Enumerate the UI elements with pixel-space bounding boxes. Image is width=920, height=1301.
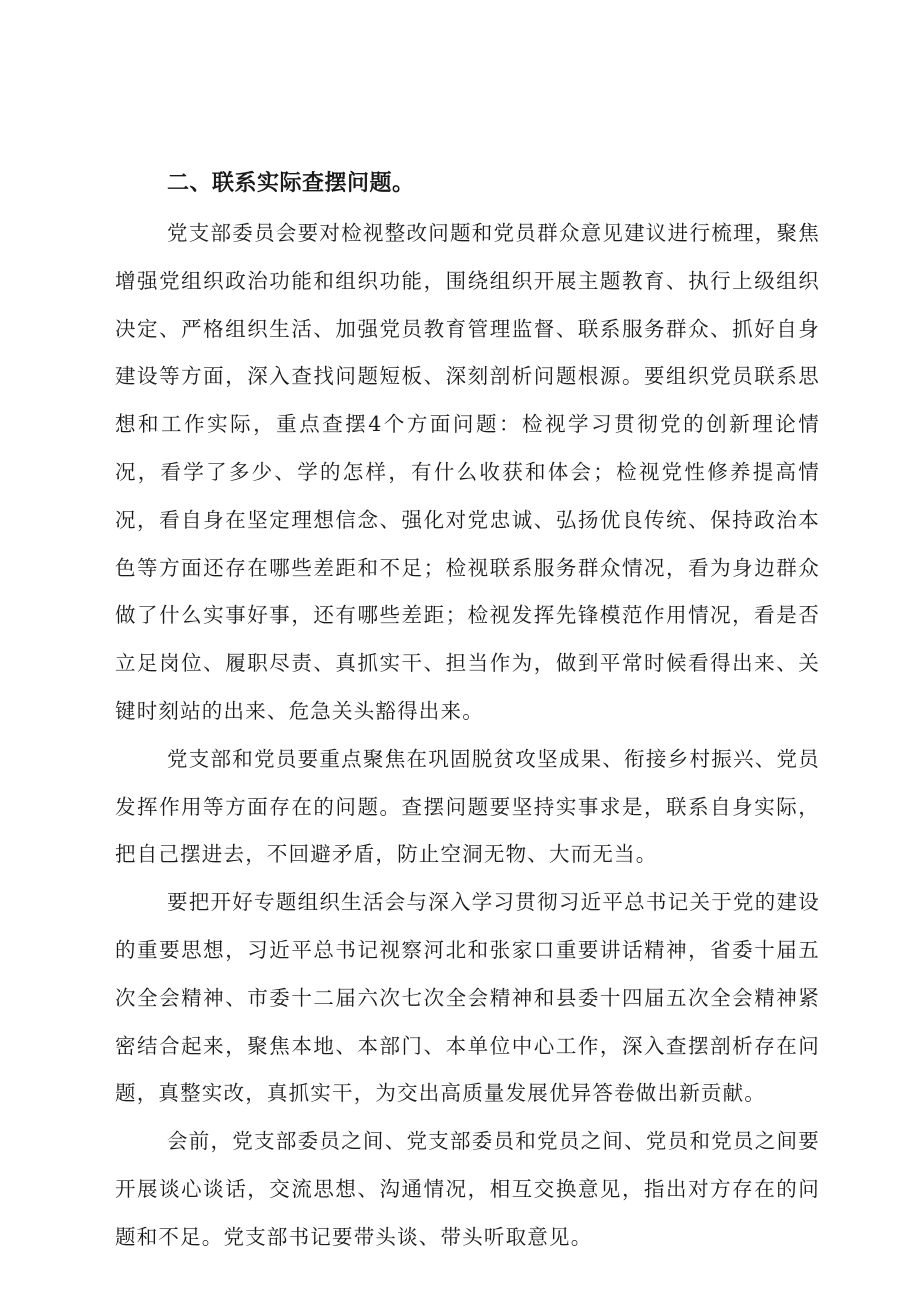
- paragraph-1: 党支部委员会要对检视整改问题和党员群众意见建议进行梳理，聚焦增强党组织政治功能和组织功能，围绕组织开展主题教育、执行上级组织决定、严格组织生活、加强党员教育管理监督、联系服务群众、抓好自身建设等方面，深入查找问题短板、深刻剖析问题根源。要组织党员联系思想和工作实际，重点查摆4个方面问题：检视学习贯彻党的创新理论情况，看学了多少、学的怎样，有什么收获和体会；检视党性修养提高情况，看自身在坚定理想信念、强化对党忠诚、弘扬优良传统、保持政治本色等方面还存在哪些差距和不足；检视联系服务群众情况，看为身边群众做了什么实事好事，还有哪些差距；检视发挥先锋模范作用情况，看是否立足岗位、履职尽责、真抓实干、担当作为，做到平常时候看得出来、关键时刻站的出来、危急关头豁得出来。: [115, 221, 820, 723]
- section-heading: 二、联系实际查摆问题。: [167, 171, 415, 196]
- paragraph-3: 要把开好专题组织生活会与深入学习贯彻习近平总书记关于党的建设的重要思想，习近平总书记视察河北和张家口重要讲话精神，省委十届五次全会精神、市委十二届六次七次全会精神和县委十四届五次全会精神紧密结合起来，聚焦本地、本部门、本单位中心工作，深入查摆剖析存在问题，真整实改，真抓实干，为交出高质量发展优异答卷做出新贡献。: [115, 890, 820, 1106]
- paragraph-2: 党支部和党员要重点聚焦在巩固脱贫攻坚成果、衔接乡村振兴、党员发挥作用等方面存在的问题。查摆问题要坚持实事求是，联系自身实际，把自己摆进去，不回避矛盾，防止空洞无物、大而无当。: [115, 746, 820, 867]
- paragraph-4: 会前，党支部委员之间、党支部委员和党员之间、党员和党员之间要开展谈心谈话，交流思想、沟通情况，相互交换意见，指出对方存在的问题和不足。党支部书记要带头谈、带头听取意见。: [115, 1129, 820, 1249]
- document-body: [115, 158, 820, 1262]
